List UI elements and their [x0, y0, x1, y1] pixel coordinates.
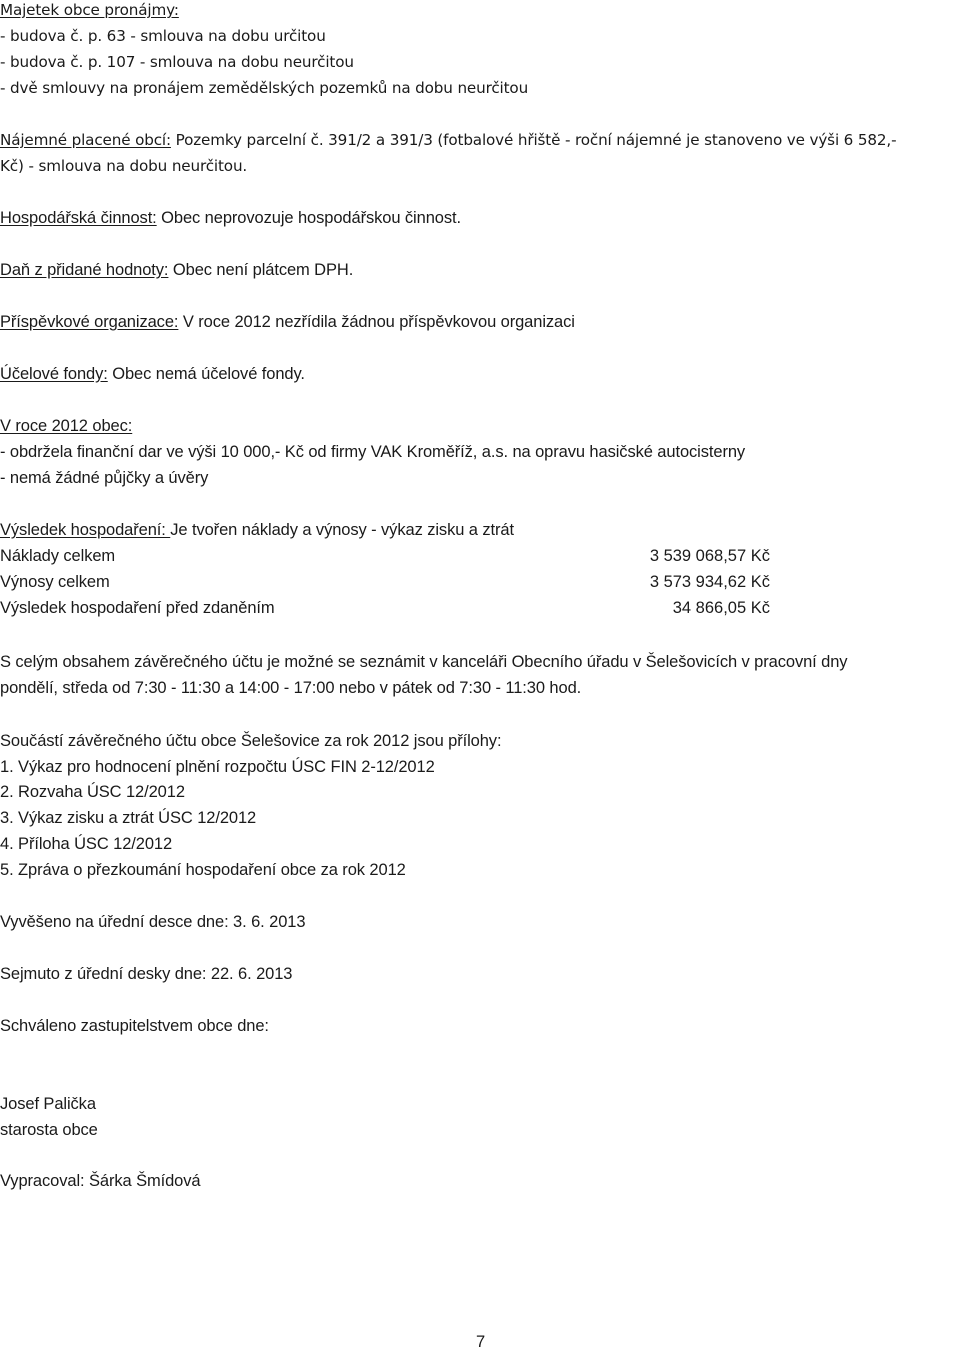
najemne-text: Pozemky parcelní č. 391/2 a 391/3 (fotbalové hřiště - roční nájemné je stanoveno ve výši 6 582,-: [170, 131, 897, 149]
vysledek-text: Je tvořen náklady a výnosy - výkaz zisku a ztrát: [170, 521, 514, 539]
dph-label: Daň z přidané hodnoty:: [0, 261, 169, 279]
ucelove-text: Obec nemá účelové fondy.: [107, 365, 305, 383]
vysledek-row-value: 3 539 068,57 Kč: [649, 547, 770, 565]
obsah-line: pondělí, středa od 7:30 - 11:30 a 14:00 - 17:00 nebo v pátek od 7:30 - 11:30 hod.: [0, 679, 582, 697]
vyveseno-text: Vyvěšeno na úřední desce dne: 3. 6. 2013: [0, 913, 306, 931]
rok2012-item: - nemá žádné půjčky a úvěry: [0, 469, 209, 487]
dph-paragraph: [0, 260, 353, 280]
majetek-item: - budova č. p. 63 - smlouva na dobu určitou: [0, 27, 326, 45]
najemne-paragraph: [0, 130, 896, 150]
vysledek-paragraph: [0, 520, 514, 540]
vypracoval-text: Vypracoval: Šárka Šmídová: [0, 1172, 201, 1190]
vysledek-row-name: Náklady celkem: [0, 547, 116, 565]
priloha-item: 5. Zpráva o přezkoumání hospodaření obce za rok 2012: [0, 861, 406, 879]
rok2012-item: - obdržela finanční dar ve výši 10 000,- Kč od firmy VAK Kroměříž, a.s. na opravu hasičské autocisterny: [0, 443, 746, 461]
vysledek-label: Výsledek hospodaření:: [0, 521, 171, 539]
obsah-line: S celým obsahem závěrečného účtu je možné se seznámit v kanceláři Obecního úřadu v Šelešovicích v pracovní dny: [0, 653, 848, 671]
hospodarska-text: Obec neprovozuje hospodářskou činnost.: [156, 209, 461, 227]
vysledek-row-value: 34 866,05 Kč: [672, 599, 770, 617]
vysledek-row-name: Výnosy celkem: [0, 573, 110, 591]
hospodarska-paragraph: [0, 208, 461, 228]
prispevkove-label: Příspěvkové organizace:: [0, 313, 179, 331]
vysledek-row-value: 3 573 934,62 Kč: [649, 573, 770, 591]
ucelove-paragraph: [0, 364, 305, 384]
priloha-item: 2. Rozvaha ÚSC 12/2012: [0, 783, 185, 801]
podpis-name: Josef Palička: [0, 1095, 96, 1113]
priloha-item: 3. Výkaz zisku a ztrát ÚSC 12/2012: [0, 809, 257, 827]
prispevkove-paragraph: [0, 312, 575, 332]
priloha-item: 4. Příloha ÚSC 12/2012: [0, 835, 173, 853]
podpis-role: starosta obce: [0, 1121, 98, 1139]
majetek-heading: Majetek obce pronájmy:: [0, 1, 179, 19]
prispevkove-text: V roce 2012 nezřídila žádnou příspěvkovou organizaci: [178, 313, 575, 331]
ucelove-label: Účelové fondy:: [0, 365, 108, 383]
majetek-item: - budova č. p. 107 - smlouva na dobu neurčitou: [0, 53, 354, 71]
prilohy-heading: Součástí závěrečného účtu obce Šelešovice za rok 2012 jsou přílohy:: [0, 732, 502, 750]
najemne-label: Nájemné placené obcí:: [0, 131, 171, 149]
rok2012-label: V roce 2012 obec:: [0, 417, 133, 435]
schvaleno-text: Schváleno zastupitelstvem obce dne:: [0, 1017, 269, 1035]
majetek-item: - dvě smlouvy na pronájem zemědělských pozemků na dobu neurčitou: [0, 79, 529, 97]
hospodarska-label: Hospodářská činnost:: [0, 209, 157, 227]
dph-text: Obec není plátcem DPH.: [168, 261, 354, 279]
sejmuto-text: Sejmuto z úřední desky dne: 22. 6. 2013: [0, 965, 293, 983]
page-number: 7: [476, 1333, 486, 1351]
priloha-item: 1. Výkaz pro hodnocení plnění rozpočtu ÚSC FIN 2-12/2012: [0, 758, 435, 776]
vysledek-row-name: Výsledek hospodaření před zdaněním: [0, 599, 275, 617]
najemne-text-line2: Kč) - smlouva na dobu neurčitou.: [0, 157, 248, 175]
